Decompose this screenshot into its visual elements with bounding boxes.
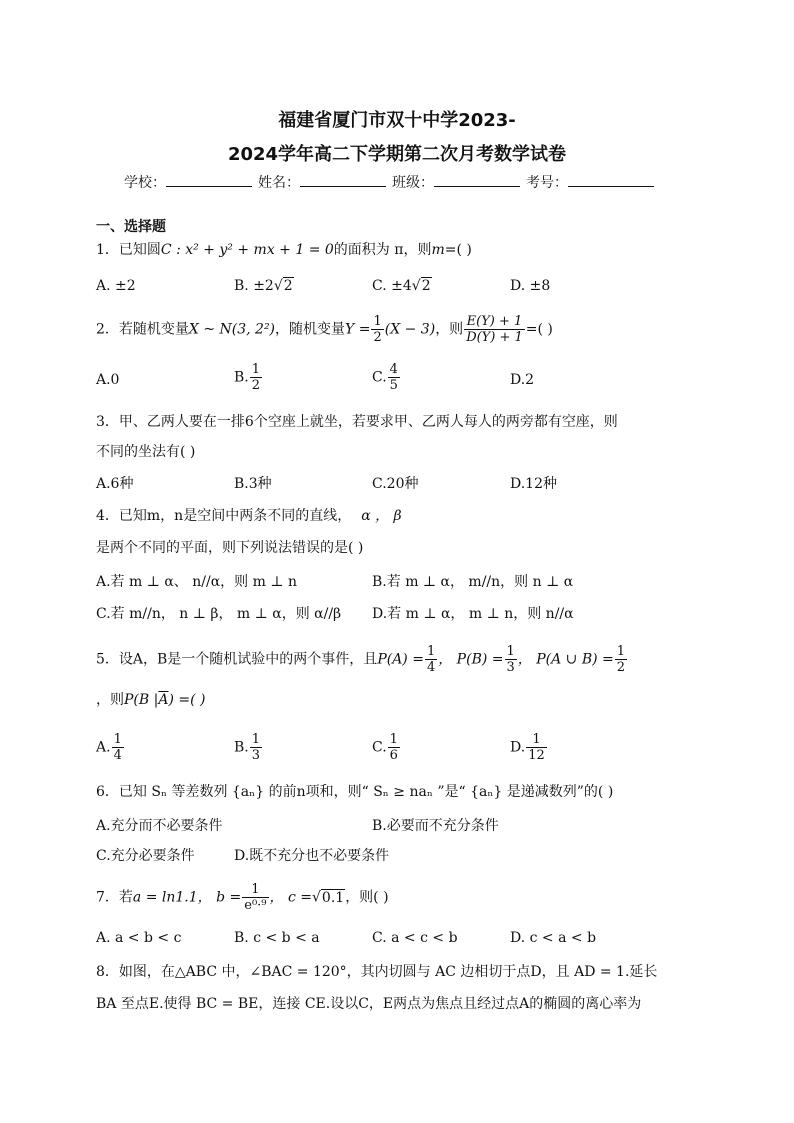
q1-option-a: A. ±2 (96, 278, 136, 294)
question-6: 6．已知 Sₙ 等差数列 {aₙ} 的前n项和，则“ Sₙ ≥ naₙ ”是“ {aₙ} 是递减数列”的( ) (96, 784, 614, 800)
q1-text-post: =( ) (444, 242, 472, 258)
q6-option-d: D.既不充分也不必要条件 (234, 848, 390, 864)
q1-option-d: D. ±8 (510, 278, 551, 294)
q1-expression: C : x² + y² + mx + 1 = 0 (160, 242, 334, 258)
q1-option-b: B. ±2√2 (234, 278, 293, 294)
question-3-line-1: 3．甲、乙两人要在一排6个空座上就坐，若要求甲、乙两人每人的两旁都有空座，则 (96, 414, 618, 430)
q7-option-d: D. c < a < b (510, 930, 597, 946)
q2-distribution: X ~ N(3, 2²) (188, 321, 276, 338)
q6-option-a: A.充分而不必要条件 (96, 818, 223, 834)
header-fields (124, 172, 660, 193)
q6-option-c: C.充分必要条件 (96, 848, 195, 864)
q2-option-b: B. $\frac{1}{2}$ (234, 362, 261, 393)
q1-text-pre: 已知圆 (118, 242, 161, 258)
q5-option-a: A. $\frac{1}{4}$ (96, 732, 122, 763)
q5-option-d: D. $\frac{1}{12}$ (510, 732, 545, 763)
field-number-blank[interactable] (568, 172, 654, 187)
question-4-line-2: 是两个不同的平面，则下列说法错误的是( ) (96, 540, 364, 556)
q1-text-mid: 的面积为 π，则 (333, 242, 432, 258)
question-2: 2．若随机变量X ~ N(3, 2²)，随机变量Y = $\frac{1}{2}$ (X − 3)，则 $\frac{E(Y) + 1}{D(Y) + 1}$ =( ) (96, 314, 553, 345)
question-1 (96, 240, 472, 260)
title-line-2: 2024学年高二下学期第二次月考数学试卷 (227, 144, 567, 165)
q2-fraction-half: $\frac{1}{2}$ (373, 314, 382, 345)
q5-option-c: C. $\frac{1}{6}$ (372, 732, 398, 763)
q2-fraction-ey-dy: $\frac{E(Y) + 1}{D(Y) + 1}$ (466, 314, 523, 345)
field-name-label: 姓名： (258, 175, 300, 191)
q4-option-d: D.若 m ⊥ α， m ⊥ n，则 n//α (372, 606, 574, 622)
field-class-label: 班级： (392, 175, 434, 191)
field-class-blank[interactable] (434, 172, 520, 187)
q7-option-a: A. a < b < c (96, 930, 182, 946)
q6-option-b: B.必要而不充分条件 (372, 818, 499, 834)
q7-option-c: C. a < c < b (372, 930, 458, 946)
q4-option-a: A.若 m ⊥ α、 n//α，则 m ⊥ n (96, 574, 297, 590)
field-number-label: 考号： (526, 175, 568, 191)
q4-greek-planes: α ， β (361, 508, 402, 524)
field-school-blank[interactable] (166, 172, 252, 187)
q2-option-c: C. $\frac{4}{5}$ (372, 362, 398, 393)
q1-option-c-sqrt: 2 (421, 278, 431, 294)
q1-expression-2: m (431, 242, 445, 258)
field-school-label: 学校： (124, 175, 166, 191)
q1-number: 1． (96, 242, 119, 258)
q3-option-a: A.6种 (96, 476, 134, 492)
section-heading: 一、选择题 (96, 219, 166, 235)
field-name-blank[interactable] (300, 172, 386, 187)
q3-option-c: C.20种 (372, 476, 419, 492)
question-8-line-2: BA 至点E.使得 BC = BE，连接 CE.设以C，E两点为焦点且经过点A的椭圆的离心率为 (96, 996, 642, 1012)
q1-option-c: C. ±4√2 (372, 278, 431, 294)
question-7: 7．若a = ln1.1， b = $\frac{1}{\text{e⁰·⁹}}$ ， c =√0.1，则( ) (96, 882, 389, 913)
q2-option-a: A.0 (96, 372, 120, 388)
q5-option-b: B. $\frac{1}{3}$ (234, 732, 261, 763)
question-5-line-2: ，则P(B $|\overline{A}$) =( ) (96, 692, 206, 708)
q4-option-b: B.若 m ⊥ α， m//n，则 n ⊥ α (372, 574, 574, 590)
q3-option-b: B.3种 (234, 476, 272, 492)
q2-option-d: D.2 (510, 372, 535, 388)
q1-option-b-sqrt: 2 (283, 278, 293, 294)
question-8-line-1: 8．如图，在△ABC 中，∠BAC = 120°，其内切圆与 AC 边相切于点D，且 AD = 1.延长 (96, 964, 658, 980)
q7-option-b: B. c < b < a (234, 930, 320, 946)
question-5-line-1: 5．设A，B是一个随机试验中的两个事件，且P(A) = $\frac{1}{4}$ ， P(B) = $\frac{1}{3}$ ， P(A ∪ B) = $\frac{1}{2}$ (96, 644, 626, 675)
q4-option-c: C.若 m//n， n ⊥ β， m ⊥ α，则 α//β (96, 606, 342, 622)
title-line-1: 福建省厦门市双十中学2023- (278, 110, 516, 131)
q3-option-d: D.12种 (510, 476, 557, 492)
question-3-line-2: 不同的坐法有( ) (96, 444, 196, 460)
question-4-line-1: 4．已知m，n是空间中两条不同的直线， α ， β (96, 508, 402, 524)
q7-sqrt: 0.1 (321, 889, 345, 906)
